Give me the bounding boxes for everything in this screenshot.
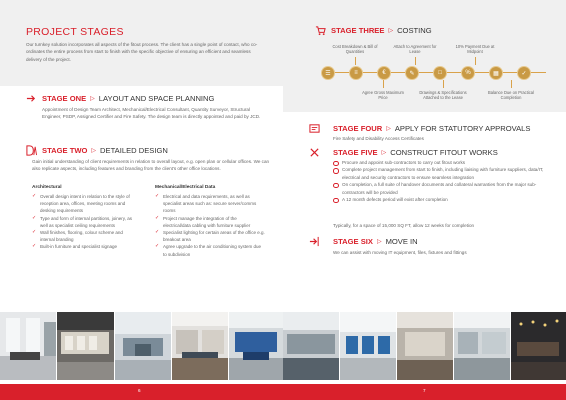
stage-two-text: Gain initial understanding of client requirements in relation to overall layout, e.g. open plan or cellular offices. We can also replicate aspects, including features and branding from the client's other office locations. (32, 159, 270, 172)
timeline-tick (355, 57, 356, 65)
stage-five-note: Typically, for a space of 15,000 SQ FT, allow 12 weeks for completion (333, 223, 475, 228)
timeline-label: Balance Due on Practical Completion (488, 90, 534, 101)
footer-bar (0, 384, 283, 400)
list-item: ✓ Agree upgrade to the air conditioning system due to subdivision (155, 243, 265, 257)
right-page (283, 0, 566, 400)
chevron-right-icon: ▷ (388, 28, 394, 34)
timeline-label: Agree Gross Maximum Price (362, 90, 404, 101)
stage-six-heading (333, 237, 418, 246)
stage-five-heading (333, 148, 498, 157)
stage-two-name: DETAILED DESIGN (100, 146, 168, 155)
stage-five-list (333, 159, 558, 203)
timeline-label: Attach to Agreement for Lease (393, 44, 437, 55)
drawing-icon: □ (433, 66, 447, 80)
design-icon (26, 145, 37, 156)
office-photo-10 (511, 312, 566, 380)
pen-icon: ✎ (405, 66, 419, 80)
office-photo-2 (57, 312, 114, 380)
timeline-tick (415, 57, 416, 65)
chevron-right-icon: ▷ (376, 239, 382, 245)
architectural-heading: Architectural (32, 185, 62, 190)
intro-text: Our turnkey solution incorporates all aspects of the fitout process. The client has a single point of contact, who co-ordinates the entire process from start to finish with the specific objective of ensuring an efficient and seamless delivery of the project. (26, 42, 258, 62)
timeline-label: 10% Payment Due at Midpoint (455, 44, 495, 55)
tools-icon (309, 147, 320, 158)
list-item: On completion, a full suite of handover documents and collateral warranties from the major sub-contractors will be provided (333, 181, 558, 196)
payment-icon: % (461, 66, 475, 80)
office-photo-3 (115, 312, 171, 380)
stage-six-name: MOVE IN (385, 237, 418, 246)
timeline-label: Cost Breakdown & Bill of Quantities (332, 44, 378, 55)
list-item: ✓ Electrical and data requirements, as well as specialist areas such as: secure server/comms rooms (155, 193, 265, 215)
office-photo-1 (0, 312, 56, 380)
stage-four-name: APPLY FOR STATUTORY APPROVALS (394, 124, 531, 133)
document-icon: ☰ (321, 66, 335, 80)
timeline-tick (383, 80, 384, 88)
stage-one-number: STAGE ONE (42, 94, 87, 103)
timeline-tick (511, 80, 512, 88)
certificate-icon (309, 123, 320, 134)
stage-four-number: STAGE FOUR (333, 124, 383, 133)
list-item: Procure and appoint sub-contractors to carry out fitout works (333, 159, 558, 166)
stage-three-heading (331, 26, 432, 35)
architectural-list (32, 193, 138, 251)
page-number: 7 (423, 388, 426, 393)
mechanical-heading: Mechanical/Electrical Data (155, 185, 216, 190)
stage-one-heading (42, 94, 214, 103)
list-item: Complete project management from start to finish, including liaising with furniture suppliers, data/IT, electrical and security contractors to ensure seamless integration (333, 166, 558, 181)
list-item: A 12 month defects period will exist after completion (333, 196, 558, 203)
office-photo-4 (172, 312, 228, 380)
stage-six-number: STAGE SIX (333, 237, 373, 246)
move-in-icon (309, 236, 320, 247)
cart-icon (315, 25, 326, 36)
stage-four-heading (333, 124, 530, 133)
stage-one-text: Appointment of Design Team Architect, Mechanical/Electrical Consultant, Quantity Surveyor, Structural Engineer, PSDP, Assigned Certifier and Fire Safety. The design team is directly appointed and paid by JCD. (42, 107, 261, 120)
mechanical-list (155, 193, 265, 258)
stage-three-name: COSTING (397, 26, 432, 35)
list-item: ✓ Built-in furniture and specialist signage (32, 243, 138, 250)
page-title: PROJECT STAGES (26, 26, 124, 38)
office-photo-6 (283, 312, 339, 380)
page-number: 6 (138, 388, 141, 393)
stage-five-number: STAGE FIVE (333, 148, 378, 157)
arrow-icon (26, 93, 37, 104)
office-photo-5 (229, 312, 283, 380)
chevron-right-icon: ▷ (90, 96, 95, 102)
office-photo-9 (454, 312, 510, 380)
office-photo-7 (340, 312, 396, 380)
chevron-right-icon: ▷ (91, 148, 97, 154)
stage-six-text: We can assist with moving IT equipment, files, fixtures and fittings (333, 250, 467, 255)
coin-icon: € (377, 66, 391, 80)
list-item: ✓ Project manage the integration of the electrical/data cabling with furniture supplier (155, 215, 265, 229)
stage-five-name: CONSTRUCT FITOUT WORKS (390, 148, 498, 157)
chevron-right-icon: ▷ (381, 150, 387, 156)
list-icon: ≡ (349, 66, 363, 80)
stage-two-heading (42, 146, 168, 155)
list-item: ✓ Specialist lighting for certain areas of the office e.g. breakout area (155, 229, 265, 243)
stage-two-number: STAGE TWO (42, 146, 88, 155)
timeline-label: Drawings & Specifications Attached to the Lease (419, 90, 467, 101)
stage-four-text: Fire Safety and Disability Access Certificates (333, 136, 424, 141)
building-icon: ▦ (489, 66, 503, 80)
stage-one-name: LAYOUT AND SPACE PLANNING (98, 94, 215, 103)
stage-three-number: STAGE THREE (331, 26, 385, 35)
timeline-tick (475, 57, 476, 65)
check-icon: ✓ (517, 66, 531, 80)
timeline-tick (443, 80, 444, 88)
list-item: ✓ Wall finishes, flooring, colour scheme and internal branding (32, 229, 138, 243)
list-item: ✓ Type and form of internal partitions, joinery, as well as specialist ceiling requirements (32, 215, 138, 229)
list-item: ✓ Overall design intent in relation to the style of reception area, offices, meeting rooms and desking requirements (32, 193, 138, 215)
office-photo-8 (397, 312, 453, 380)
chevron-right-icon: ▷ (386, 126, 391, 132)
